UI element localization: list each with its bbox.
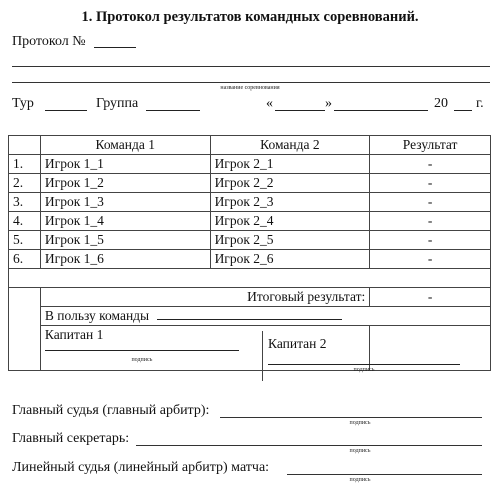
date-month-field[interactable] xyxy=(334,96,428,111)
total-row xyxy=(9,288,491,307)
spacer-row xyxy=(9,269,491,288)
chief-judge-label: Главный судья (главный арбитр): xyxy=(12,403,210,418)
tour-label: Тур xyxy=(12,96,34,111)
row-number: 2. xyxy=(9,174,41,193)
game-result[interactable]: - xyxy=(370,231,491,250)
competition-name-line-1[interactable] xyxy=(12,66,490,67)
captain-1-signature-caption: подпись xyxy=(131,357,153,363)
total-left-cell xyxy=(9,288,41,307)
team-1-player[interactable]: Игрок 1_2 xyxy=(40,174,210,193)
game-result[interactable]: - xyxy=(370,212,491,231)
chief-judge-signature-caption: подпись xyxy=(349,420,371,426)
team-1-player[interactable]: Игрок 1_3 xyxy=(40,193,210,212)
header-team-2: Команда 2 xyxy=(210,136,370,155)
table-row xyxy=(9,155,491,174)
game-result[interactable]: - xyxy=(370,155,491,174)
total-value[interactable]: - xyxy=(370,288,491,307)
chief-judge-signature-line[interactable] xyxy=(220,417,482,418)
in-favor-left-cell xyxy=(9,307,41,326)
team-1-player[interactable]: Игрок 1_4 xyxy=(40,212,210,231)
header-result: Результат xyxy=(370,136,491,155)
captain-2-signature-caption: подпись xyxy=(353,367,375,373)
captain-1-label: Капитан 1 xyxy=(44,327,104,342)
table-header-row xyxy=(9,136,491,155)
line-judge-signature-line[interactable] xyxy=(287,474,482,475)
captain-divider xyxy=(262,331,264,381)
date-open-quote: « xyxy=(266,96,273,111)
row-number: 4. xyxy=(9,212,41,231)
protocol-label: Протокол № xyxy=(12,34,86,49)
captain-2-label: Капитан 2 xyxy=(268,336,327,351)
group-label: Группа xyxy=(96,96,139,111)
date-year-field[interactable] xyxy=(454,96,472,111)
row-number: 6. xyxy=(9,250,41,269)
captain-1-signature-line[interactable] xyxy=(45,344,239,351)
team-2-player[interactable]: Игрок 2_3 xyxy=(210,193,370,212)
team-2-player[interactable]: Игрок 2_1 xyxy=(210,155,370,174)
protocol-number-field[interactable] xyxy=(94,33,136,48)
competition-name-line-2[interactable] xyxy=(12,82,490,83)
group-field[interactable] xyxy=(146,96,200,111)
team-1-player[interactable]: Игрок 1_1 xyxy=(40,155,210,174)
in-favor-cell xyxy=(40,307,490,326)
captains-left-cell xyxy=(9,326,41,371)
in-favor-field[interactable] xyxy=(157,307,342,320)
table-row xyxy=(9,212,491,231)
team-2-player[interactable]: Игрок 2_4 xyxy=(210,212,370,231)
total-label: Итоговый результат: xyxy=(40,288,369,307)
team-2-player[interactable]: Игрок 2_5 xyxy=(210,231,370,250)
date-close-quote: » xyxy=(325,96,332,111)
team-1-player[interactable]: Игрок 1_5 xyxy=(40,231,210,250)
row-number: 5. xyxy=(9,231,41,250)
tour-field[interactable] xyxy=(45,96,87,111)
game-result[interactable]: - xyxy=(370,174,491,193)
line-judge-label: Линейный судья (линейный арбитр) матча: xyxy=(12,460,270,475)
table-row xyxy=(9,231,491,250)
in-favor-label: В пользу команды xyxy=(44,308,150,323)
chief-secretary-signature-caption: подпись xyxy=(349,448,371,454)
game-result[interactable]: - xyxy=(370,193,491,212)
header-team-1: Команда 1 xyxy=(40,136,210,155)
captain-2-signature-line[interactable] xyxy=(268,364,460,365)
table-row xyxy=(9,193,491,212)
row-number: 1. xyxy=(9,155,41,174)
line-judge-signature-caption: подпись xyxy=(349,477,371,483)
date-year-prefix: 20 xyxy=(434,96,448,111)
team-2-player[interactable]: Игрок 2_6 xyxy=(210,250,370,269)
in-favor-row xyxy=(9,307,491,326)
table-row xyxy=(9,174,491,193)
competition-name-caption: название соревнования xyxy=(220,85,280,91)
chief-secretary-label: Главный секретарь: xyxy=(12,431,130,446)
row-number: 3. xyxy=(9,193,41,212)
spacer-cell xyxy=(9,269,491,288)
game-result[interactable]: - xyxy=(370,250,491,269)
date-day-field[interactable] xyxy=(275,96,325,111)
team-2-player[interactable]: Игрок 2_2 xyxy=(210,174,370,193)
header-num-cell xyxy=(9,136,41,155)
date-year-suffix: г. xyxy=(476,96,484,111)
table-row xyxy=(9,250,491,269)
results-table xyxy=(8,135,491,371)
chief-secretary-signature-line[interactable] xyxy=(136,445,482,446)
page-title: 1. Протокол результатов командных соревнований. xyxy=(81,9,419,25)
team-1-player[interactable]: Игрок 1_6 xyxy=(40,250,210,269)
